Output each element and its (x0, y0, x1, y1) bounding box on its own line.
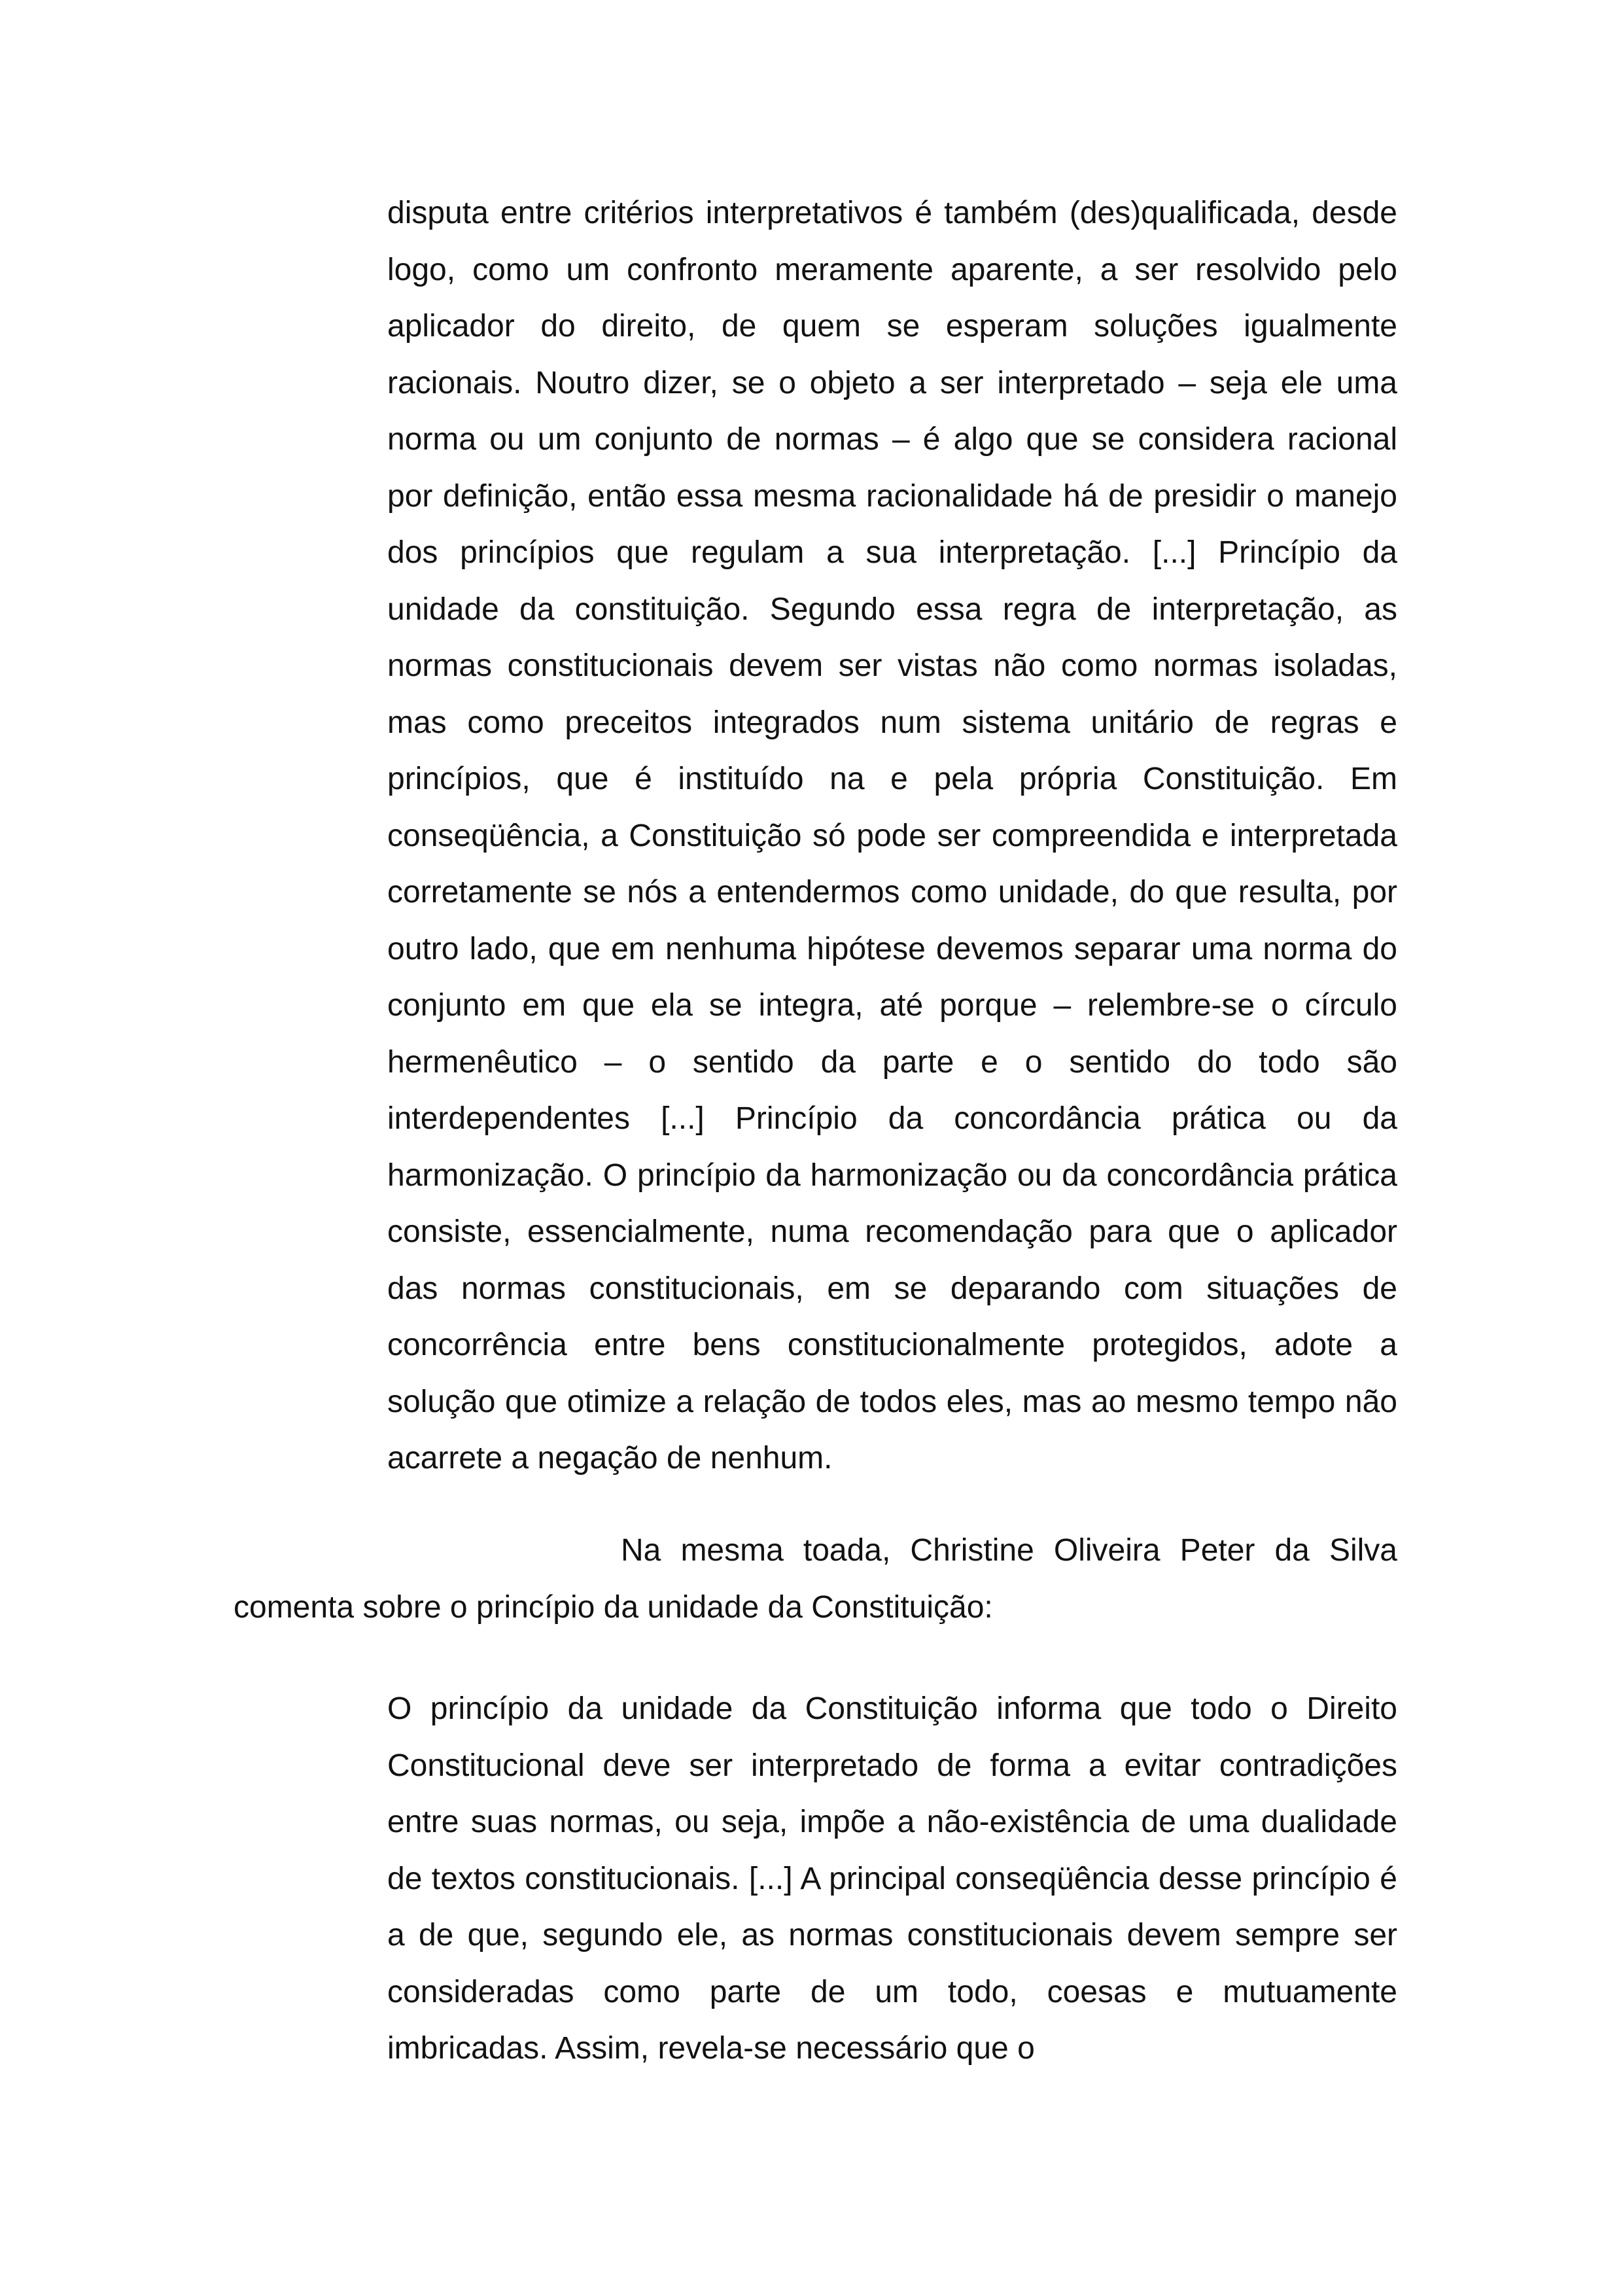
body-paragraph: Na mesma toada, Christine Oliveira Peter da Silva comenta sobre o princípio da unidade da Constituição: (234, 1533, 1397, 1625)
block-quote-second: O princípio da unidade da Constituição informa que todo o Direito Constitucional deve ser interpretado de forma a evitar contradições entre suas normas, ou seja, impõe a não-existência de uma dualidade de textos constitucionais. [...] A principal conseqüência desse princípio é a de que, segundo ele, as normas constitucionais devem sempre ser consideradas como parte de um todo, coesas e mutuamente imbricadas. Assim, revela-se necessário que o (387, 1691, 1397, 2066)
block-quote-first: disputa entre critérios interpretativos é também (des)qualificada, desde logo, como um confronto meramente aparente, a ser resolvido pelo aplicador do direito, de quem se esperam soluções igualmente racionais. Noutro dizer, se o objeto a ser interpretado – seja ele uma norma ou um conjunto de normas – é algo que se considera racional por definição, então essa mesma racionalidade há de presidir o manejo dos princípios que regulam a sua interpretação. [...] Princípio da unidade da constituição. Segundo essa regra de interpretação, as normas constitucionais devem ser vistas não como normas isoladas, mas como preceitos integrados num sistema unitário de regras e princípios, que é instituído na e pela própria Constituição. Em conseqüência, a Constituição só pode ser compreendida e interpretada corretamente se nós a entendermos como unidade, do que resulta, por outro lado, que em nenhuma hipótese devemos separar uma norma do conjunto em que ela se integra, até porque – relembre-se o círculo hermenêutico – o sentido da parte e o sentido do todo são interdependentes [...] Princípio da concordância prática ou da harmonização. O princípio da harmonização ou da concordância prática consiste, essencialmente, numa recomendação para que o aplicador das normas constitucionais, em se deparando com situações de concorrência entre bens constitucionalmente protegidos, adote a solução que otimize a relação de todos eles, mas ao mesmo tempo não acarrete a negação de nenhum. (387, 196, 1397, 1475)
